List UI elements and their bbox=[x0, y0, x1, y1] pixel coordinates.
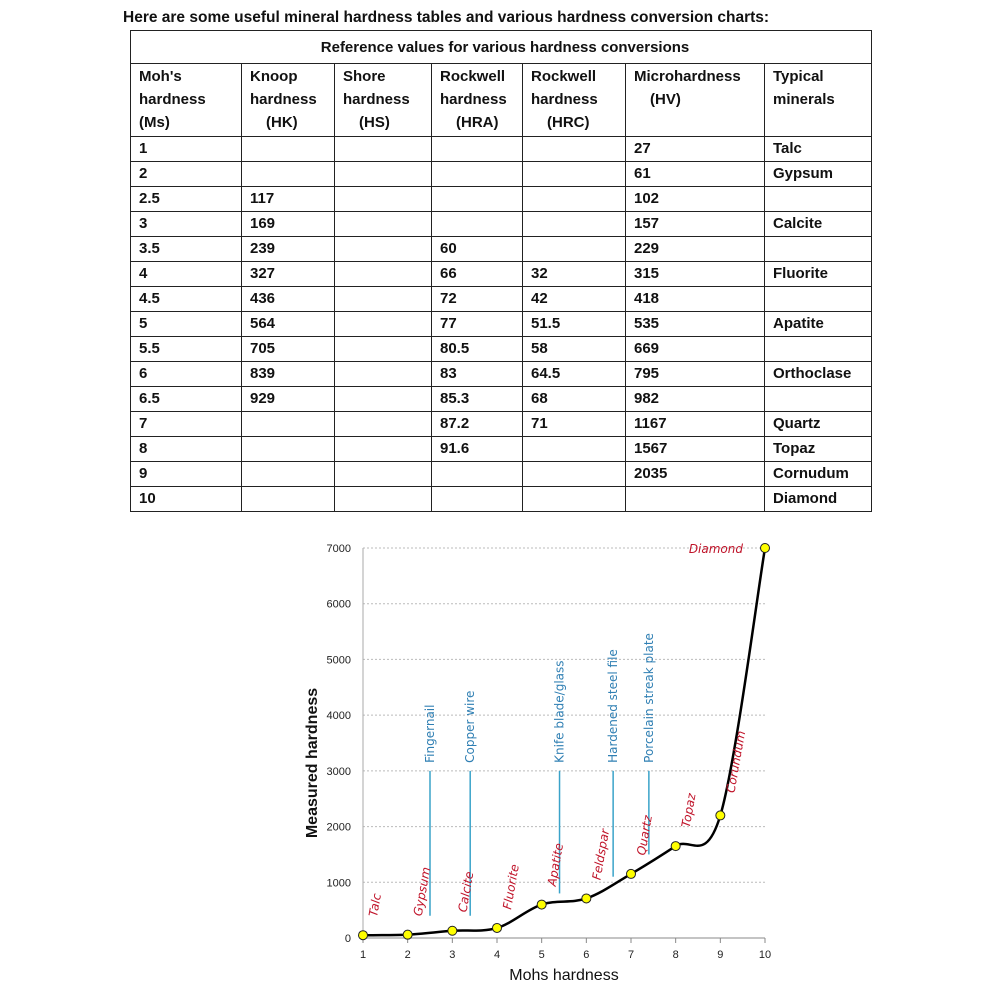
column-header bbox=[523, 64, 626, 137]
table-cell: 10 bbox=[131, 487, 242, 512]
mineral-label: Corundum bbox=[723, 729, 749, 794]
table-cell bbox=[523, 237, 626, 262]
y-tick-label: 1000 bbox=[326, 877, 351, 890]
table-cell: 8 bbox=[131, 437, 242, 462]
table-cell: 669 bbox=[626, 337, 765, 362]
column-header-line: hardness bbox=[139, 91, 206, 108]
table-cell: 2.5 bbox=[131, 187, 242, 212]
table-cell bbox=[432, 162, 523, 187]
table-cell: Fluorite bbox=[765, 262, 872, 287]
intro-text: Here are some useful mineral hardness tables and various hardness conversion charts: bbox=[123, 9, 770, 26]
table-cell bbox=[335, 212, 432, 237]
column-header-line: Rockwell bbox=[440, 68, 506, 85]
table-cell: 71 bbox=[523, 412, 626, 437]
data-point bbox=[582, 894, 591, 903]
table-cell: 157 bbox=[626, 212, 765, 237]
x-tick-label: 8 bbox=[672, 949, 679, 961]
table-cell bbox=[523, 187, 626, 212]
table-cell: 61 bbox=[626, 162, 765, 187]
table-cell: 60 bbox=[432, 237, 523, 262]
table-cell: Quartz bbox=[765, 412, 872, 437]
data-point bbox=[716, 811, 725, 820]
mineral-label: Fluorite bbox=[500, 863, 522, 911]
column-header bbox=[131, 64, 242, 137]
table-cell: Apatite bbox=[765, 312, 872, 337]
y-tick-label: 0 bbox=[344, 933, 351, 945]
table-cell: 3 bbox=[131, 212, 242, 237]
table-cell bbox=[242, 462, 335, 487]
mineral-label: Topaz bbox=[678, 792, 699, 829]
table-cell bbox=[765, 287, 872, 312]
tool-label: Copper wire bbox=[463, 690, 478, 763]
table-cell bbox=[335, 287, 432, 312]
table-cell bbox=[335, 387, 432, 412]
table-cell bbox=[523, 137, 626, 162]
table-cell: 4.5 bbox=[131, 287, 242, 312]
table-cell bbox=[432, 487, 523, 512]
table-cell bbox=[765, 337, 872, 362]
table-row bbox=[131, 412, 872, 437]
data-point bbox=[493, 923, 502, 932]
table-cell: 4 bbox=[131, 262, 242, 287]
table-cell bbox=[432, 187, 523, 212]
column-header bbox=[765, 64, 872, 137]
table-cell: 6 bbox=[131, 362, 242, 387]
y-axis-label: Measured hardness bbox=[304, 687, 321, 839]
table-cell: 795 bbox=[626, 362, 765, 387]
table-cell: 2035 bbox=[626, 462, 765, 487]
table-cell: 6.5 bbox=[131, 387, 242, 412]
mineral-label: Apatite bbox=[544, 842, 567, 888]
tool-label: Porcelain streak plate bbox=[641, 633, 656, 763]
table-cell bbox=[523, 212, 626, 237]
data-point bbox=[537, 900, 546, 909]
table-cell: 102 bbox=[626, 187, 765, 212]
table-cell bbox=[335, 362, 432, 387]
column-header-line: Typical bbox=[773, 68, 824, 85]
table-cell: 72 bbox=[432, 287, 523, 312]
tool-label: Knife blade/glass bbox=[552, 660, 567, 763]
x-tick-label: 6 bbox=[583, 949, 590, 961]
table-cell: 982 bbox=[626, 387, 765, 412]
table-cell bbox=[335, 337, 432, 362]
y-tick-label: 6000 bbox=[326, 598, 351, 611]
table-cell bbox=[432, 137, 523, 162]
column-header bbox=[242, 64, 335, 137]
table-cell: Diamond bbox=[765, 487, 872, 512]
table-cell: 9 bbox=[131, 462, 242, 487]
table-cell: 7 bbox=[131, 412, 242, 437]
table-cell: Orthoclase bbox=[765, 362, 872, 387]
x-axis-label: Mohs hardness bbox=[509, 967, 619, 984]
column-header-line: (HRA) bbox=[456, 114, 499, 131]
data-point bbox=[448, 926, 457, 935]
table-cell: 51.5 bbox=[523, 312, 626, 337]
x-tick-label: 3 bbox=[449, 949, 456, 961]
table-cell: 77 bbox=[432, 312, 523, 337]
table-cell bbox=[335, 262, 432, 287]
table-row bbox=[131, 437, 872, 462]
y-tick-label: 3000 bbox=[326, 765, 351, 778]
hardness-chart bbox=[290, 535, 790, 995]
table-cell bbox=[432, 212, 523, 237]
table-cell bbox=[335, 437, 432, 462]
column-header-line: Rockwell bbox=[531, 68, 597, 85]
table-cell bbox=[523, 462, 626, 487]
table-cell: 564 bbox=[242, 312, 335, 337]
y-tick-label: 2000 bbox=[326, 821, 351, 834]
column-header-line: hardness bbox=[440, 91, 507, 108]
table-cell: 1 bbox=[131, 137, 242, 162]
column-header-line: Knoop bbox=[250, 68, 298, 85]
table-cell: 705 bbox=[242, 337, 335, 362]
table-cell bbox=[242, 137, 335, 162]
y-tick-label: 7000 bbox=[326, 543, 351, 555]
y-tick-label: 5000 bbox=[326, 654, 351, 667]
table-row bbox=[131, 337, 872, 362]
data-point bbox=[761, 544, 770, 553]
table-cell bbox=[335, 312, 432, 337]
table-cell bbox=[765, 237, 872, 262]
table-cell: 42 bbox=[523, 287, 626, 312]
table-row bbox=[131, 312, 872, 337]
column-header-line: Moh's bbox=[139, 68, 182, 85]
table-cell: 315 bbox=[626, 262, 765, 287]
tool-label: Fingernail bbox=[423, 704, 437, 763]
data-point bbox=[403, 930, 412, 939]
table-cell bbox=[242, 487, 335, 512]
table-cell: Talc bbox=[765, 137, 872, 162]
table-row bbox=[131, 262, 872, 287]
column-header-line: hardness bbox=[531, 91, 598, 108]
x-tick-label: 9 bbox=[717, 949, 724, 961]
table-cell bbox=[335, 237, 432, 262]
column-header-line: (HV) bbox=[650, 91, 681, 108]
x-tick-label: 4 bbox=[493, 949, 501, 961]
table-cell: Gypsum bbox=[765, 162, 872, 187]
table-cell: 64.5 bbox=[523, 362, 626, 387]
table-cell bbox=[626, 487, 765, 512]
column-header-line: minerals bbox=[773, 91, 835, 108]
table-cell bbox=[335, 487, 432, 512]
table-row bbox=[131, 162, 872, 187]
mineral-label: Calcite bbox=[455, 870, 477, 914]
data-point bbox=[671, 842, 680, 851]
column-header-line: hardness bbox=[343, 91, 410, 108]
mineral-label: Feldspar bbox=[589, 827, 613, 881]
table-cell bbox=[523, 437, 626, 462]
table-row bbox=[131, 362, 872, 387]
table-header-row bbox=[131, 64, 872, 137]
table-cell: 68 bbox=[523, 387, 626, 412]
table-cell: 1567 bbox=[626, 437, 765, 462]
table-row bbox=[131, 237, 872, 262]
table-row bbox=[131, 212, 872, 237]
table-cell bbox=[242, 437, 335, 462]
x-tick-label: 2 bbox=[404, 949, 411, 961]
column-header-line: (HK) bbox=[266, 114, 298, 131]
table-cell: Topaz bbox=[765, 437, 872, 462]
table-cell: 1167 bbox=[626, 412, 765, 437]
table-cell: 3.5 bbox=[131, 237, 242, 262]
table-cell: 239 bbox=[242, 237, 335, 262]
table-cell: 58 bbox=[523, 337, 626, 362]
x-tick-label: 1 bbox=[359, 949, 367, 961]
table-title: Reference values for various hardness conversions bbox=[131, 31, 872, 64]
mineral-label: Talc bbox=[366, 892, 385, 918]
table-cell: 80.5 bbox=[432, 337, 523, 362]
table-cell bbox=[242, 162, 335, 187]
table-row bbox=[131, 487, 872, 512]
table-cell: 436 bbox=[242, 287, 335, 312]
table-cell bbox=[523, 162, 626, 187]
column-header-line: (HRC) bbox=[547, 114, 590, 131]
table-cell bbox=[765, 387, 872, 412]
table-row bbox=[131, 287, 872, 312]
x-tick-label: 7 bbox=[627, 949, 635, 961]
data-point bbox=[359, 931, 368, 940]
table-cell: 85.3 bbox=[432, 387, 523, 412]
table-cell: 839 bbox=[242, 362, 335, 387]
table-cell: 91.6 bbox=[432, 437, 523, 462]
column-header-line: Microhardness bbox=[634, 68, 741, 85]
table-row bbox=[131, 462, 872, 487]
table-row bbox=[131, 387, 872, 412]
table-cell: 327 bbox=[242, 262, 335, 287]
table-cell bbox=[242, 412, 335, 437]
table-cell: 418 bbox=[626, 287, 765, 312]
table-cell: 929 bbox=[242, 387, 335, 412]
column-header-line: (HS) bbox=[359, 114, 390, 131]
table-cell: Calcite bbox=[765, 212, 872, 237]
table-cell bbox=[335, 412, 432, 437]
mineral-label: Diamond bbox=[688, 542, 743, 556]
table-row bbox=[131, 137, 872, 162]
tool-label: Hardened steel file bbox=[606, 649, 621, 763]
table-cell: 117 bbox=[242, 187, 335, 212]
x-tick-label: 10 bbox=[758, 949, 772, 961]
column-header-line: (Ms) bbox=[139, 114, 170, 131]
table-cell bbox=[335, 187, 432, 212]
column-header-line: hardness bbox=[250, 91, 317, 108]
table-cell bbox=[765, 187, 872, 212]
table-cell bbox=[335, 162, 432, 187]
mineral-label: Quartz bbox=[634, 814, 655, 857]
table-cell bbox=[432, 462, 523, 487]
table-cell: 32 bbox=[523, 262, 626, 287]
table-cell: 535 bbox=[626, 312, 765, 337]
column-header-line: Shore bbox=[343, 68, 386, 85]
column-header bbox=[335, 64, 432, 137]
table-cell: 2 bbox=[131, 162, 242, 187]
mineral-label: Gypsum bbox=[410, 865, 434, 918]
column-header bbox=[626, 64, 765, 137]
table-cell: 5.5 bbox=[131, 337, 242, 362]
table-cell bbox=[523, 487, 626, 512]
table-cell bbox=[335, 137, 432, 162]
table-cell: 83 bbox=[432, 362, 523, 387]
data-point bbox=[627, 869, 636, 878]
table-cell: 229 bbox=[626, 237, 765, 262]
table-cell: 169 bbox=[242, 212, 335, 237]
table-row bbox=[131, 187, 872, 212]
y-tick-label: 4000 bbox=[326, 710, 351, 723]
table-cell: 27 bbox=[626, 137, 765, 162]
x-tick-label: 5 bbox=[538, 949, 545, 961]
table-cell: Cornudum bbox=[765, 462, 872, 487]
table-cell: 5 bbox=[131, 312, 242, 337]
table-cell bbox=[335, 462, 432, 487]
table-cell: 87.2 bbox=[432, 412, 523, 437]
table-cell: 66 bbox=[432, 262, 523, 287]
column-header bbox=[432, 64, 523, 137]
hardness-conversion-table bbox=[130, 30, 872, 512]
